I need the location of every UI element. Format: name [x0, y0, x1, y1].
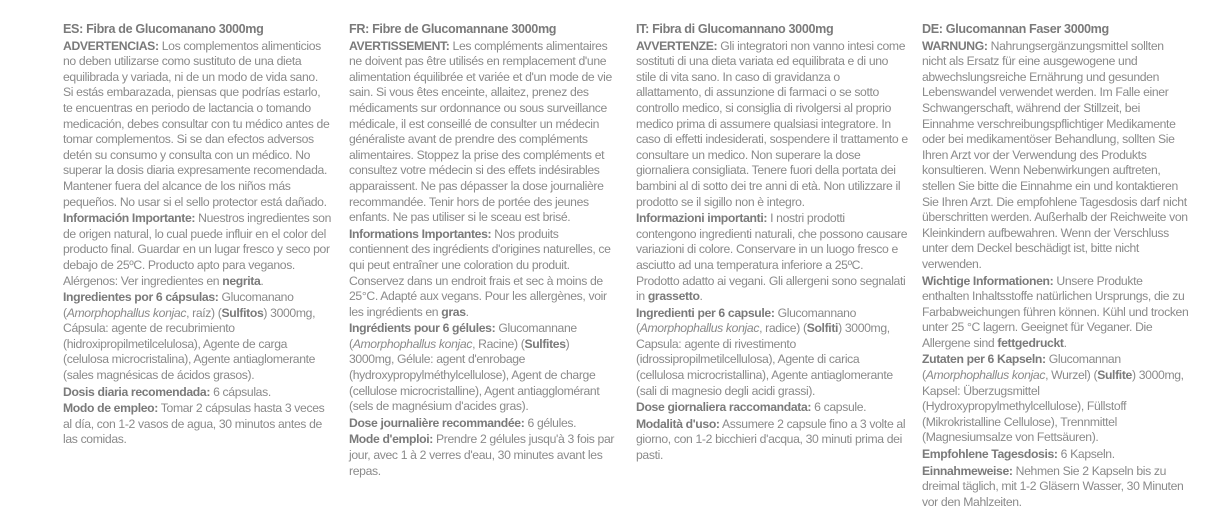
bold-text: Solfiti [806, 321, 839, 336]
body-text: Glucomannano ( [636, 305, 857, 336]
section-label: Informations Importantes: [349, 226, 492, 241]
paragraph-important-info [636, 211, 908, 305]
paragraph-ingredients [349, 321, 617, 415]
paragraph-warnings [636, 39, 908, 211]
section-label: Modalità d'uso: [636, 416, 720, 431]
body-text: , radice) ( [759, 321, 807, 336]
italic-text: Amorphophallus konjac [639, 321, 760, 336]
paragraph-warnings [922, 39, 1190, 273]
body-text: Nehmen Sie 2 Kapseln bis zu dreimal täglich, mit 1-2 Gläsern Wasser, 30 Minuten vor den Mahlzeiten. [922, 463, 1184, 509]
body-text: Prendre 2 gélules jusqu'à 3 fois par jour, avec 1 à 2 verres d'eau, 30 minutes avant les repas. [349, 432, 615, 478]
bold-text: gras [441, 304, 466, 319]
body-text: ) 3000mg, Gélule: agent d'enrobage (hydroxypropylméthylcellulose), Agent de charge (cellulose microcristalline), Agent antiagglomérant (sels de magnésium d'acides gras). [349, 336, 600, 414]
paragraph-warnings [349, 39, 617, 226]
paragraph-daily-dose [349, 416, 617, 432]
paragraph-important-info [922, 274, 1190, 352]
section-label: AVERTISSEMENT: [349, 38, 450, 53]
section-label: Ingredientes por 6 cápsulas: [63, 290, 219, 305]
body-text: . [465, 304, 469, 319]
paragraph-daily-dose [922, 447, 1190, 463]
body-text: 6 Kapseln. [1057, 447, 1115, 462]
paragraph-usage [349, 432, 617, 479]
paragraph-usage [636, 417, 908, 464]
body-text: , raíz) ( [186, 305, 222, 320]
body-text: Glucomannan ( [922, 352, 1121, 383]
section-label: Empfohlene Tagesdosis: [922, 447, 1058, 462]
section-label: Informazioni importanti: [636, 211, 768, 226]
body-text: Nos produits contiennent des ingrédients d'origines naturelles, ce qui peut entraîner une coloration du produit. Conservez dans un endroit frais et sec à moins de 25°C. Adapté aux vegans. Pour les allergènes, voir les ingrédients en [349, 226, 611, 319]
body-text: Glucomanano ( [63, 290, 294, 320]
paragraph-ingredients [922, 352, 1190, 446]
paragraph-warnings [63, 39, 331, 211]
body-text: ) 3000mg, Capsula: agente di rivestimento (idrossipropilmetilcellulosa), Agente di carica (cellulosa microcristallina), Agente antiaglomerante (sali di magnesio degli acidi grassi). [636, 321, 893, 398]
body-text: Nuestros ingredientes son de origen natural, lo cual puede influir en el color del producto final. Guardar en un lugar fresco y seco por debajo de 25ºC. Producto apto para veganos. Alérgenos: Ver ingredientes en [63, 211, 332, 288]
section-label: Wichtige Informationen: [922, 273, 1054, 288]
body-text: , Wurzel) ( [1045, 368, 1098, 383]
paragraph-important-info [349, 227, 617, 321]
body-text: 6 gélules. [524, 415, 577, 430]
section-label: Dose journalière recommandée: [349, 415, 525, 430]
section-label: AVVERTENZE: [636, 38, 718, 53]
bold-text: Sulfites [524, 336, 566, 351]
section-label: Mode d'emploi: [349, 432, 433, 447]
body-text: Unsere Produkte enthalten Inhaltsstoffe natürlichen Ursprungs, die zu Farbabweichungen führen können. Kühl und trocken unter 25 °C lagern. Geeignet für Veganer. Die Allergene sind [922, 273, 1189, 350]
body-text: Los complementos alimenticios no deben utilizarse como sustituto de una dieta equilibrada y variada, ni de un modo de vida sano. Si estás embarazada, piensas que podrías estarlo, te encuentras en periodo de lactancia o tomando medicación, debes consultar con tu médico antes de tomar complementos. Si se dan efectos adversos detén su consumo y consulta con un médico. No superar la dosis diaria expresamente recomendada. Mantener fuera del alcance de los niños más pequeños. No usar si el sello protector está dañado. [63, 38, 330, 209]
body-text: I nostri prodotti contengono ingredienti naturali, che possono causare variazioni di colore. Conservare in un luogo fresco e asciutto ad una temperatura inferiore a 25ºC. Prodotto adatto ai vegani. Gli allergeni sono segnalati in [636, 211, 908, 304]
body-text: Nahrungsergänzungsmittel sollten nicht als Ersatz für eine ausgewogene und abwechslungsreiche Ernährung und gesunden Lebenswandel verwendet werden. Im Falle einer Schwangerschaft, während der Stillzeit, bei Einnahme verschreibungspflichtiger Medikamente oder bei medikamentöser Behandlung, sollten Sie Ihren Arzt vor der Verwendung des Produkts konsultieren. Wenn Nebenwirkungen auftreten, stellen Sie bitte die Einnahme ein und kontaktieren Sie Ihren Arzt. Die empfohlene Tagesdosis darf nicht überschritten werden. Außerhalb der Reichweite von Kleinkindern aufbewahren. Wenn der Verschluss unter dem Deckel beschädigt ist, bitte nicht verwenden. [922, 38, 1188, 271]
body-text: ) 3000mg, Kapsel: Überzugsmittel (Hydroxypropylmethylcellulose), Füllstoff (Mikrokristalline Cellulose), Trennmittel (Magnesiumsalze von Fettsäuren). [922, 368, 1184, 445]
section-label: WARNUNG: [922, 38, 988, 53]
section-label: Ingredienti per 6 capsule: [636, 305, 775, 320]
paragraph-ingredients [636, 306, 908, 400]
bold-text: negrita [222, 273, 261, 288]
paragraph-daily-dose [636, 400, 908, 416]
italic-text: Amorphophallus konjac [352, 336, 473, 351]
body-text: Glucomannane ( [349, 321, 577, 351]
section-label: ADVERTENCIAS: [63, 38, 159, 53]
column-title: DE: Glucomannan Faser 3000mg [922, 22, 1109, 36]
body-text: , Racine) ( [472, 336, 525, 351]
section-label: Einnahmeweise: [922, 463, 1013, 478]
body-text: Gli integratori non vanno intesi come sostituti di una dieta variata ed equilibrata e di uno stile di vita sano. In caso di gravidanza o allattamento, di assunzione di farmaci o se sotto controllo medico, si consiglia di rivolgersi al proprio medico prima di assumere qualsiasi integratore. In caso di effetti indesiderati, sospendere il trattamento e consultare un medico. Non superare la dose giornaliera consigliata. Tenere fuori della portata dei bambini al di sotto dei tre anni di età. Non utilizzare il prodotto se il sigillo non è integro. [636, 38, 908, 209]
bold-text: grassetto [647, 289, 700, 304]
body-text: Les compléments alimentaires ne doivent pas être utilisés en remplacement d'une alimentation équilibrée et variée et d'un mode de vie sain. Si vous êtes enceinte, allaitez, prenez des médicaments sur ordonnance ou sous surveillance médicale, il est conseillé de consulter un médecin généraliste avant de prendre des compléments alimentaires. Stoppez la prise des compléments et consultez votre médecin si des effets indésirables apparaissent. Ne pas dépasser la dose journalière recommandée. Tenir hors de portée des jeunes enfants. Ne pas utiliser si le sceau est brisé. [349, 38, 612, 225]
column-title: ES: Fibra de Glucomanano 3000mg [63, 22, 264, 36]
paragraph-important-info [63, 211, 331, 289]
body-text: . [260, 273, 264, 288]
bold-text: Sulfitos [221, 305, 264, 320]
section-label: Zutaten per 6 Kapseln: [922, 352, 1046, 367]
paragraph-ingredients [63, 290, 331, 384]
section-label: Dosis diaria recomendada: [63, 384, 211, 399]
body-text: 6 capsule. [811, 400, 867, 415]
paragraph-daily-dose [63, 385, 331, 401]
body-text: . [1063, 335, 1067, 350]
body-text: . [699, 289, 703, 304]
bold-text: Sulfite [1097, 368, 1132, 383]
body-text: Tomar 2 cápsulas hasta 3 veces al día, con 1-2 vasos de agua, 30 minutos antes de las comidas. [63, 401, 325, 447]
column-es [63, 22, 331, 449]
italic-text: Amorphophallus konjac [925, 368, 1046, 383]
body-text: 6 cápsulas. [210, 384, 271, 399]
body-text: ) 3000mg, Cápsula: agente de recubrimiento (hidroxipropilmetilcelulosa), Agente de carga (celulosa microcristalina), Agente antiaglomerante (sales magnésicas de ácidos grasos). [63, 305, 316, 383]
paragraph-usage [63, 401, 331, 448]
body-text: Assumere 2 capsule fino a 3 volte al giorno, con 1-2 bicchieri d'acqua, 30 minuti prima dei pasti. [636, 416, 906, 463]
section-label: Ingrédients pour 6 gélules: [349, 321, 496, 336]
column-de [922, 22, 1190, 511]
column-it [636, 22, 908, 465]
column-title: IT: Fibra di Glucomannano 3000mg [636, 22, 834, 36]
section-label: Información Importante: [63, 211, 196, 226]
italic-text: Amorphophallus konjac [66, 305, 187, 320]
paragraph-usage [922, 464, 1190, 511]
column-fr [349, 22, 617, 480]
section-label: Dose giornaliera raccomandata: [636, 400, 812, 415]
section-label: Modo de empleo: [63, 401, 158, 416]
column-title: FR: Fibre de Glucomannane 3000mg [349, 22, 557, 36]
bold-text: fettgedruckt [997, 335, 1064, 350]
